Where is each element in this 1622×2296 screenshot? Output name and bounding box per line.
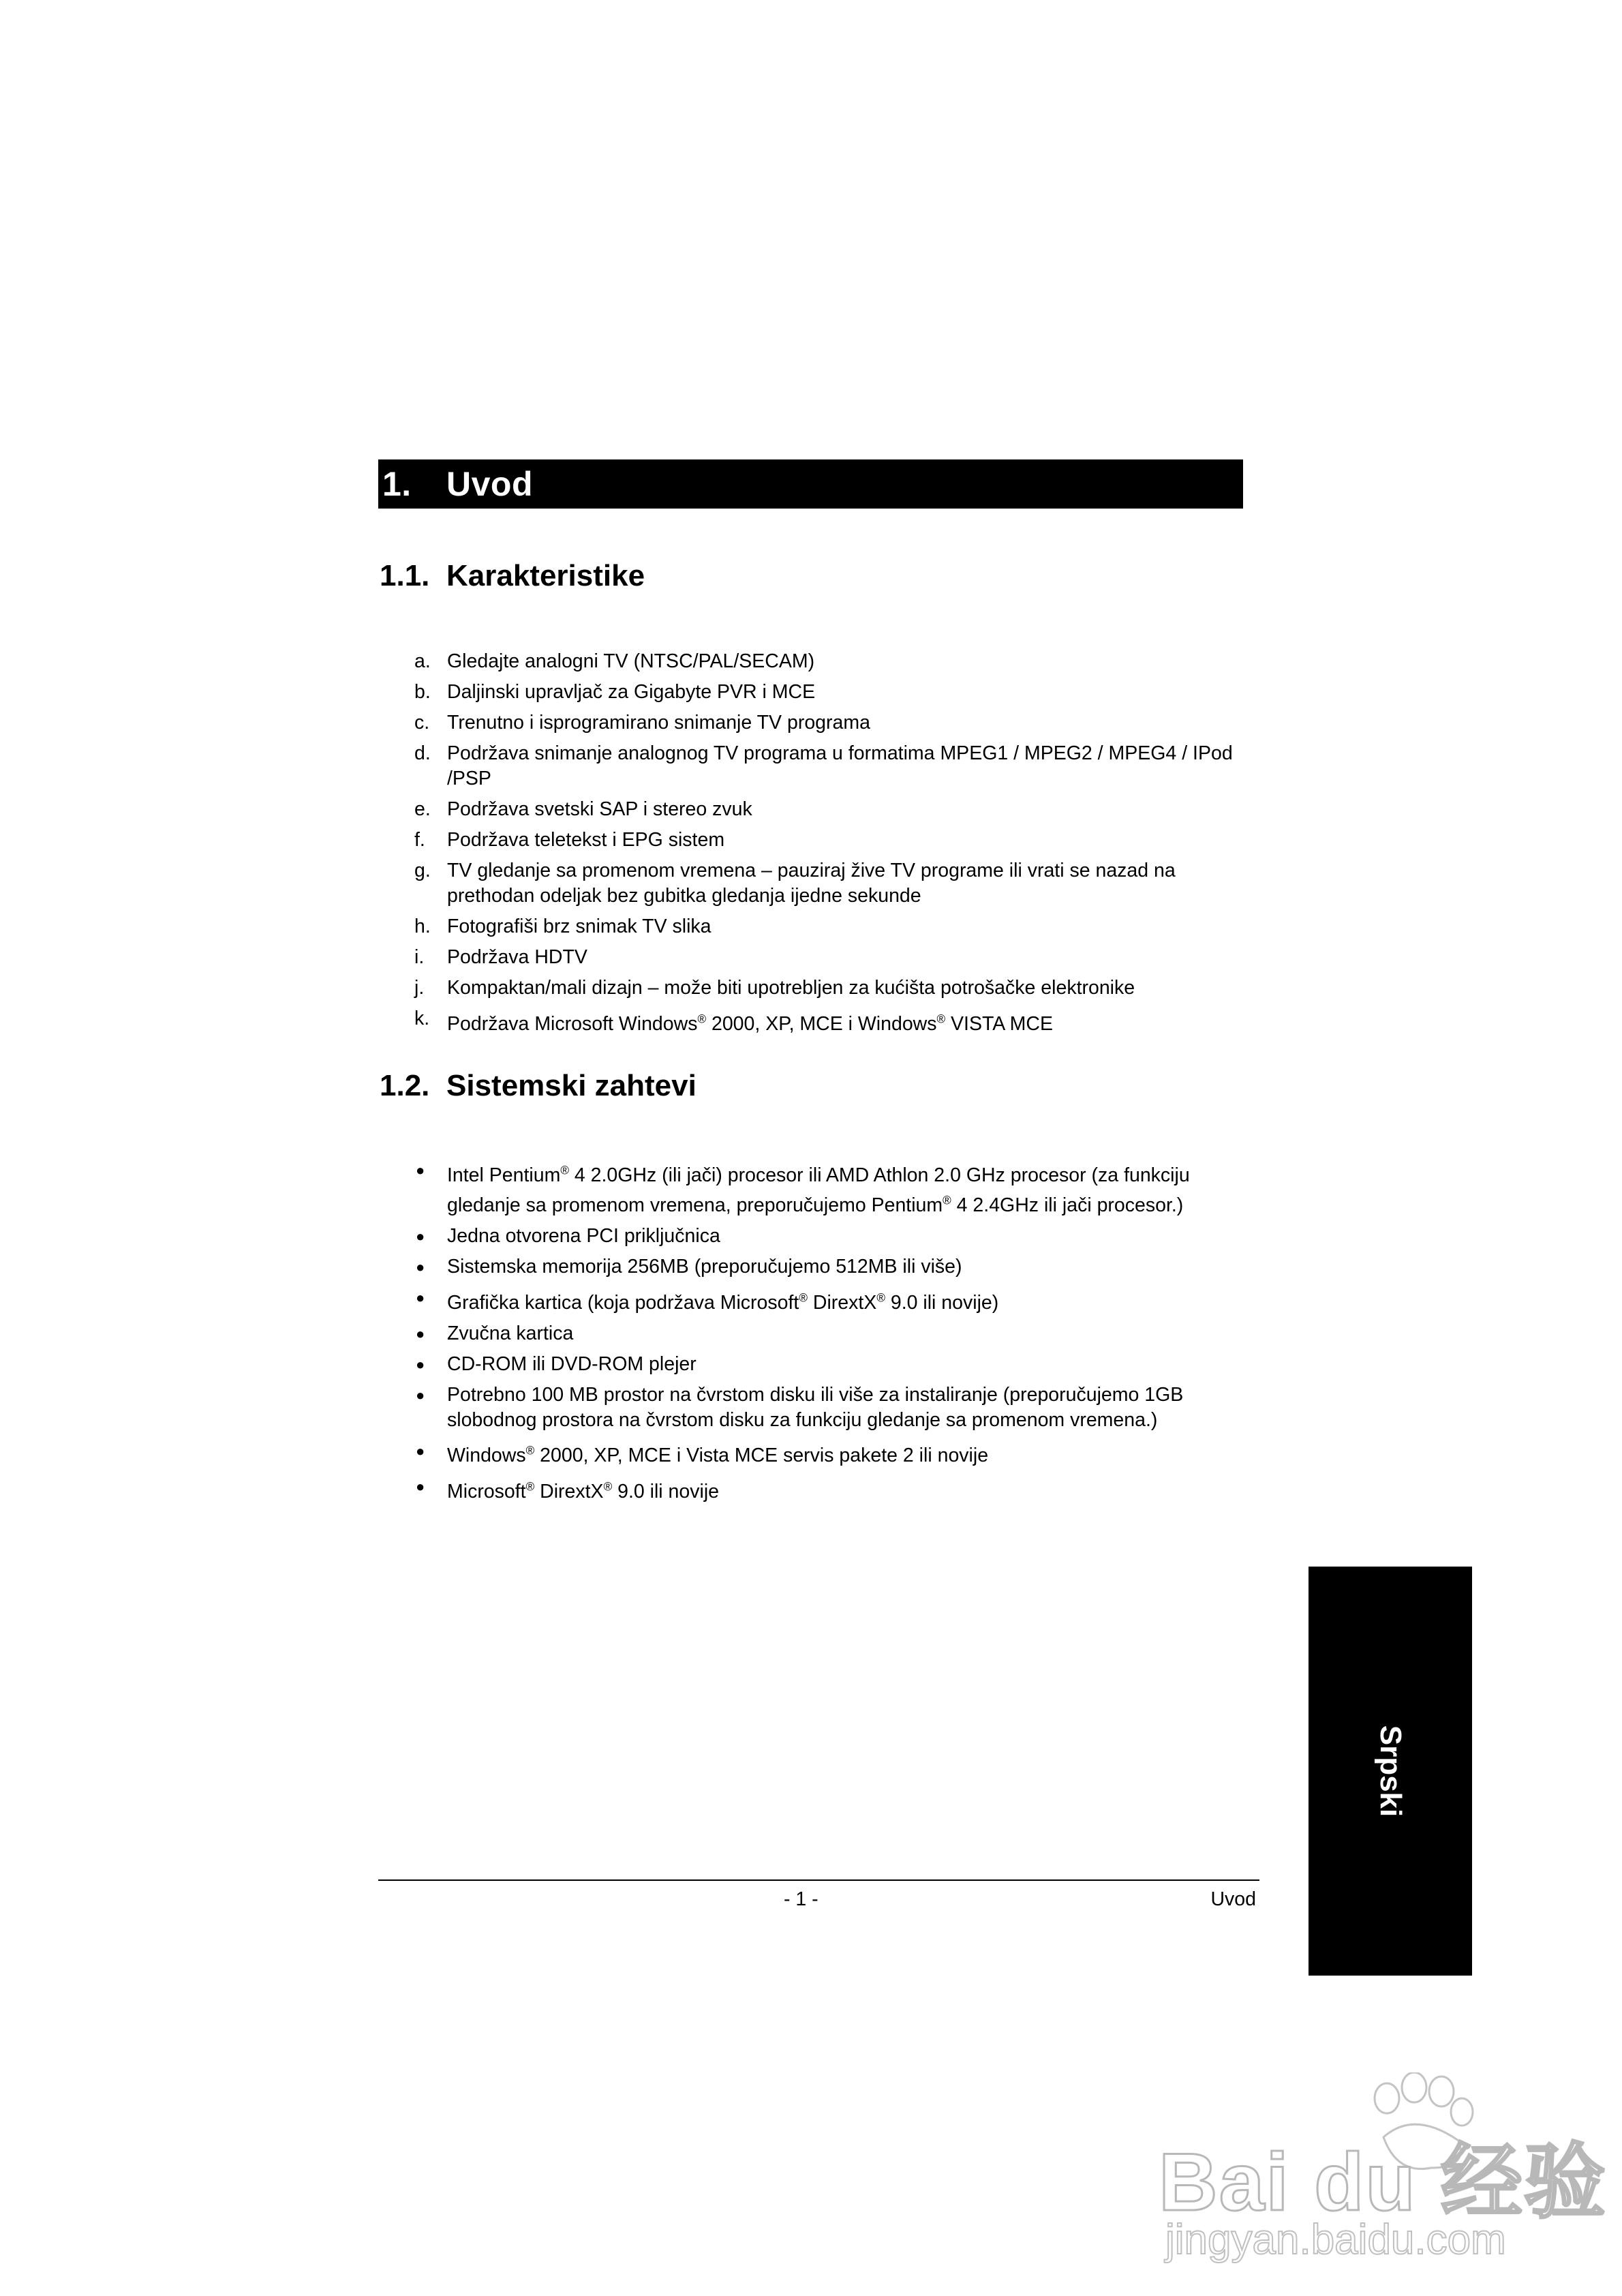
list-item <box>409 1352 1247 1377</box>
list-item-text: Podržava snimanje analognog TV programa u formatima MPEG1 / MPEG2 / MPEG4 / IPod /PSP <box>447 742 1233 789</box>
list-item-text: Zvučna kartica <box>447 1322 574 1344</box>
list-item <box>409 976 1247 1001</box>
list-item <box>409 1254 1247 1280</box>
page-number: - 1 - <box>784 1888 818 1910</box>
list-item <box>409 1438 1247 1469</box>
list-item-text: Podržava Microsoft Windows® 2000, XP, MCE i Windows® VISTA MCE <box>447 1012 1053 1035</box>
list-item-text: Trenutno i isprogramirano snimanje TV programa <box>447 712 870 734</box>
chapter-heading <box>378 459 1243 509</box>
list-item <box>409 945 1247 970</box>
footer-section-title: Uvod <box>1210 1888 1256 1910</box>
list-marker: a. <box>414 650 431 672</box>
chapter-number: 1. <box>382 465 412 503</box>
list-item <box>409 828 1247 853</box>
list-item-text: Windows® 2000, XP, MCE i Vista MCE servis pakete 2 ili novije <box>447 1444 989 1466</box>
list-marker: d. <box>414 742 431 764</box>
list-item <box>409 710 1247 736</box>
bullet-icon: ● <box>416 1258 425 1275</box>
bullet-icon: ● <box>416 1355 425 1373</box>
list-item-text: Gledajte analogni TV (NTSC/PAL/SECAM) <box>447 650 815 672</box>
list-item-text: Grafička kartica (koja podržava Microsoft® DirextX® 9.0 ili novije) <box>447 1291 999 1314</box>
list-item-text: Microsoft® DirextX® 9.0 ili novije <box>447 1480 720 1502</box>
list-item <box>409 1158 1247 1218</box>
list-item <box>409 1383 1247 1433</box>
section-number: 1.2. <box>380 1069 430 1102</box>
language-tab <box>1309 1567 1472 1976</box>
bullet-icon: ● <box>416 1478 425 1495</box>
list-item <box>409 741 1247 791</box>
list-marker: i. <box>414 946 425 968</box>
list-marker: e. <box>414 798 431 820</box>
chapter-title: Uvod <box>446 465 533 503</box>
list-marker: g. <box>414 860 431 881</box>
list-marker: c. <box>414 712 430 734</box>
section-number: 1.1. <box>380 559 430 592</box>
list-item <box>409 680 1247 705</box>
list-item-text: Podržava teletekst i EPG sistem <box>447 829 725 851</box>
section-title: Sistemski zahtevi <box>446 1069 697 1102</box>
bullet-icon: ● <box>416 1289 425 1306</box>
list-item <box>409 858 1247 909</box>
watermark-logo: Bai du 经验 <box>1159 2136 1608 2228</box>
list-marker: f. <box>414 829 425 851</box>
list-item <box>409 1006 1247 1037</box>
list-marker: j. <box>414 977 425 999</box>
bullet-icon: ● <box>416 1442 425 1460</box>
list-item-text: Podržava svetski SAP i stereo zvuk <box>447 798 752 820</box>
bullet-icon: ● <box>416 1162 425 1179</box>
list-marker: b. <box>414 681 431 703</box>
list-item-text: Intel Pentium® 4 2.0GHz (ili jači) procesor ili AMD Athlon 2.0 GHz procesor (za funkciju gledanje sa promenom vremena, preporučujemo Pentium® 4 2.4GHz ili jači procesor.) <box>447 1164 1190 1216</box>
list-item-text: Potrebno 100 MB prostor na čvrstom disku ili više za instaliranje (preporučujemo 1GB slobodnog prostora na čvrstom disku za funkciju gledanje sa promenom vremena.) <box>447 1383 1184 1431</box>
list-item <box>409 914 1247 939</box>
list-item-text: Sistemska memorija 256MB (preporučujemo 512MB ili više) <box>447 1256 962 1278</box>
requirements-list <box>409 1158 1247 1510</box>
list-marker: h. <box>414 916 431 937</box>
list-item-text: Daljinski upravljač za Gigabyte PVR i MCE <box>447 681 816 703</box>
list-item <box>409 1224 1247 1249</box>
list-marker: k. <box>414 1008 430 1029</box>
list-item-text: Jedna otvorena PCI priključnica <box>447 1225 720 1247</box>
list-item-text: CD-ROM ili DVD-ROM plejer <box>447 1353 697 1375</box>
list-item <box>409 1321 1247 1346</box>
footer-divider <box>378 1879 1259 1881</box>
bullet-icon: ● <box>416 1386 425 1404</box>
features-list <box>409 649 1247 1042</box>
list-item-text: Podržava HDTV <box>447 946 587 968</box>
language-tab-label: Srpski <box>1374 1725 1407 1817</box>
list-item-text: Kompaktan/mali dizajn – može biti upotrebljen za kućišta potrošačke elektronike <box>447 977 1135 999</box>
section-title: Karakteristike <box>446 559 645 592</box>
list-item <box>409 1474 1247 1505</box>
list-item <box>409 797 1247 822</box>
list-item <box>409 1285 1247 1316</box>
watermark-url: jingyan.baidu.com <box>1165 2216 1506 2263</box>
bullet-icon: ● <box>416 1325 425 1342</box>
list-item <box>409 649 1247 674</box>
list-item-text: Fotografiši brz snimak TV slika <box>447 916 711 937</box>
list-item-text: TV gledanje sa promenom vremena – pauziraj žive TV programe ili vrati se nazad na prethodan odeljak bez gubitka gledanja ijedne sekunde <box>447 860 1176 907</box>
watermark <box>1159 2072 1608 2277</box>
bullet-icon: ● <box>416 1228 425 1245</box>
